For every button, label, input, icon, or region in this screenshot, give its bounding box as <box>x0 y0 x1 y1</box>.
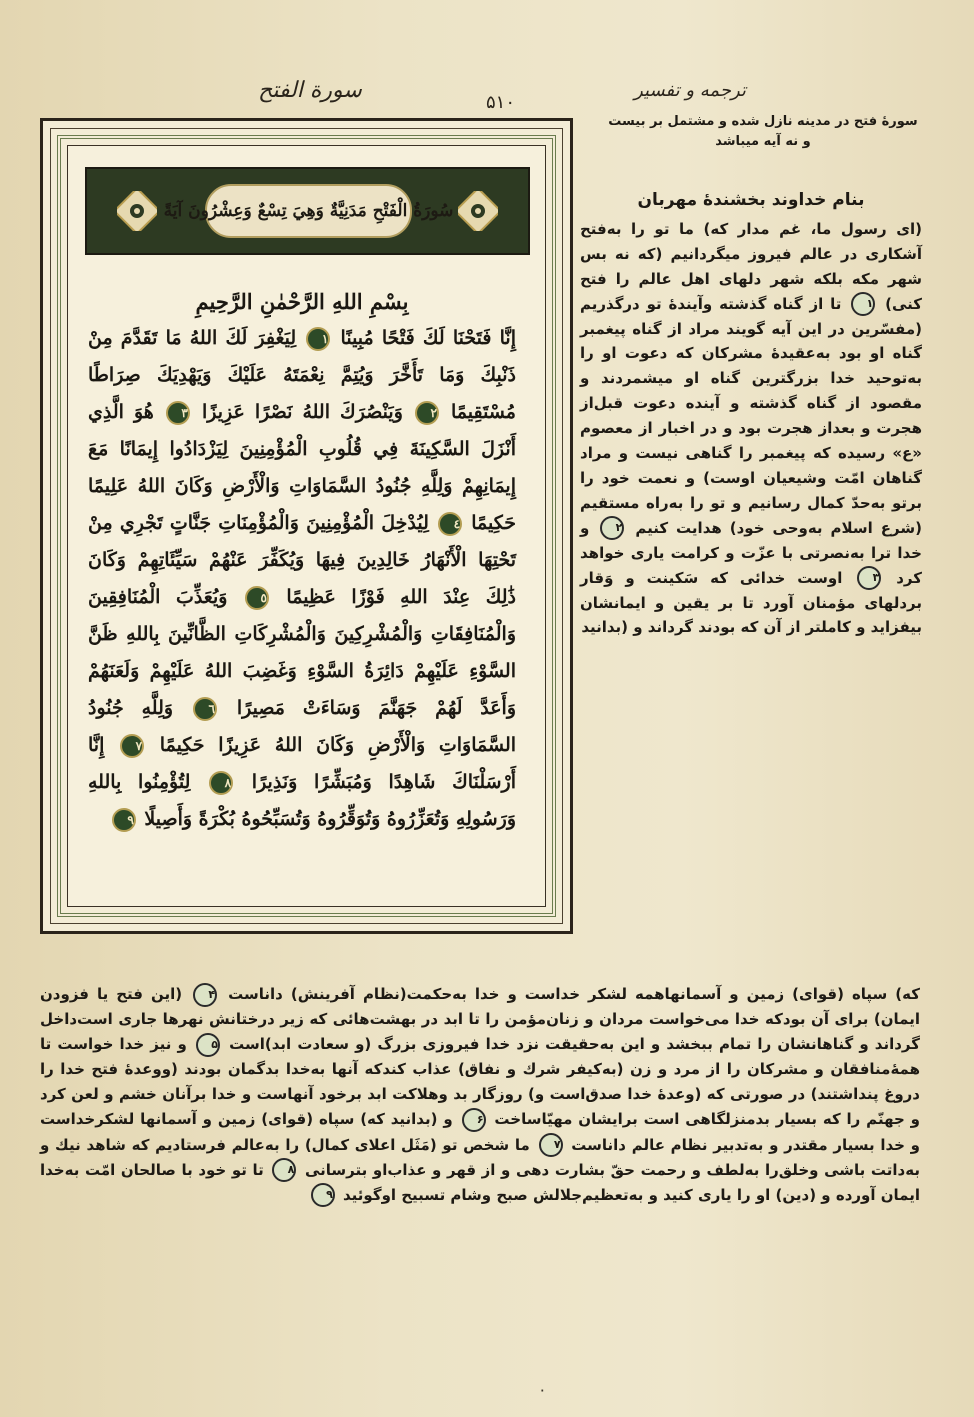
verse-marker: ٩ <box>112 808 136 832</box>
verse-number-badge: ۵ <box>196 1033 220 1057</box>
translation-column <box>580 188 922 640</box>
translation-bismillah: بنام خداوند بخشندهٔ مهربان <box>637 190 865 210</box>
verse-marker: ٤ <box>438 512 462 536</box>
verse-number-badge: ۹ <box>311 1183 335 1207</box>
verse-number-badge: ۲ <box>600 516 624 540</box>
page-footer-mark: ۰ <box>538 1380 547 1399</box>
verse-marker: ٦ <box>193 697 217 721</box>
verse-text: وَيُعَذِّبَ الْمُنَافِقِينَ وَالْمُنَافِقَاتِ وَالْمُشْرِكِينَ وَالْمُشْرِكَاتِ الظَّانِّينَ بِاللهِ ظَنَّ السَّوْءِ عَلَيْهِمْ دَائِرَةُ السَّوْءِ وَغَضِبَ اللهُ عَلَيْهِمْ وَلَعَنَهُمْ وَأَعَدَّ لَهُمْ جَهَنَّمَ وَسَاءَتْ مَصِيرًا <box>88 586 516 719</box>
verse-text: وَلِلَّهِ جُنُودُ السَّمَاوَاتِ وَالْأَرْضِ وَكَانَ اللهُ عَزِيزًا حَكِيمًا <box>88 697 517 756</box>
translation-text: که) سپاه (قوای) زمین و آسمانها‌همه لشکر خداست و خدا به‌حکمت(نظام آفرینش) داناست <box>228 985 920 1003</box>
translation-text: و خدا ترا به‌نصرتی با عزّت و کرامت یاری خواهد کرد <box>580 518 922 587</box>
verse-text: إِنَّا أَرْسَلْنَاكَ شَاهِدًا وَمُبَشِّرًا وَنَذِيرًا <box>88 734 516 793</box>
verse-number-badge: ۳ <box>857 566 881 590</box>
surah-intro-note: سورهٔ فتح در مدینه نازل شده و مشتمل بر بیست و نه آیه میباشد <box>608 114 918 149</box>
surah-title: سُورَةُ الْفَتْحِ مَدَنِيَّةٌ وَهِيَ تِسْعٌ وَعِشْرُونَ آيَةً <box>163 201 454 221</box>
verse-marker: ٥ <box>245 586 269 610</box>
verse-number-badge: ۱ <box>851 292 875 316</box>
translation-text: ما شخص تو (مَثَل اعلای کمال) را به‌عالم فرستادیم که شاهد نیك و به‌داتت باشی وخلق‌را به‌لطف و رحمت حقّ بشارت دهی و از قهر و عذاب‌او بترسانی <box>40 1135 920 1179</box>
verse-number-badge: ۴ <box>193 983 217 1007</box>
rosette-ornament-icon <box>117 191 157 231</box>
verse-marker: ٧ <box>120 734 144 758</box>
running-head-surah: سورة الفتح <box>258 78 362 103</box>
surah-title-cartouche <box>163 184 454 238</box>
translation-text: اوست خدائی که سَکینت و وَقار بردلهای مؤمنان آورد تا بر یقین و ایمانشان بیفزاید و کاملتر از آن که بودند گرداند و (بدانید <box>580 568 922 637</box>
page-number: ۵۱۰ <box>486 92 516 113</box>
verse-number-badge: ۸ <box>272 1158 296 1182</box>
surah-title-banner <box>85 167 530 255</box>
quran-text <box>88 283 516 838</box>
verse-number-badge: ۶ <box>462 1108 486 1132</box>
translation-text: و نیز خدا خواست تا همهٔ‌منافقان و مشرکان را از مرد و زن (به‌کیفر شرك و نفاق) عذاب کندکه آنها به‌خدا بدگمان بودند (ووعدهٔ فتح خدا را دروغ پنداشتند) در صورتی که (وعدهٔ خدا صدق‌است و) روزگار بد وهلاکت ابد برخود آنهاست و خدا برآنان خشم و لعن کرد و جهنّم را که بسیار بدمنزلگاهی است برایشان مهیّا‌ساخت <box>40 1035 920 1129</box>
verse-text: وَيَنْصُرَكَ اللهُ نَصْرًا عَزِيزًا <box>201 401 403 423</box>
verse-marker: ٨ <box>209 771 233 795</box>
translation-full-width <box>40 982 920 1208</box>
translation-text: تا تو خود با صالحان امّت به‌خدا ایمان آورده و (دین) او را یاری کنید و به‌تعظیم‌جلالش صبح وشام تسبیح اوگوئید <box>40 1160 920 1204</box>
verse-marker: ١ <box>306 327 330 351</box>
translation-text: (ای رسول ما، غم مدار که) ما تو را به‌فتح آشکاری در عالم فیروز میگردانیم (که نه بس شهر مکه بلکه شهر دلهای اهل عالم را فتح کنی) <box>580 219 922 313</box>
translation-text: (این فتح یا فزودن ایمان) برای آن بودکه خدا می‌خواست مردان و زنان‌مؤمن را تا ابد در بهشت‌هائی که زیر درختانش نهرها جاری است‌داخل گرداند و گناهانشان را تمام ببخشد و این به‌حقیقت نزد خدا فیروزی بزرگ (و سعادت ابد)است <box>40 985 920 1054</box>
running-head-book: ترجمه و تفسیر <box>634 80 746 101</box>
verse-text: هُوَ الَّذِي أَنْزَلَ السَّكِينَةَ فِي قُلُوبِ الْمُؤْمِنِينَ لِيَزْدَادُوا إِيمَانًا مَعَ إِيمَانِهِمْ وَلِلَّهِ جُنُودُ السَّمَاوَاتِ وَالْأَرْضِ وَكَانَ اللهُ عَلِيمًا حَكِيمًا <box>88 401 516 534</box>
verse-text: لِتُؤْمِنُوا بِاللهِ وَرَسُولِهِ وَتُعَزِّرُوهُ وَتُوَقِّرُوهُ وَتُسَبِّحُوهُ بُكْرَةً وَأَصِيلًا <box>88 771 516 830</box>
verse-text: لِيَغْفِرَ لَكَ اللهُ مَا تَقَدَّمَ مِنْ ذَنْبِكَ وَمَا تَأَخَّرَ وَيُتِمَّ نِعْمَتَهُ عَلَيْكَ وَيَهْدِيَكَ صِرَاطًا مُسْتَقِيمًا <box>88 327 516 423</box>
verse-number-badge: ۷ <box>539 1133 563 1157</box>
verse-marker: ٣ <box>166 401 190 425</box>
translation-text: و (بدانید که) سپاه (قوای) زمین و آسمانها لشکرخداست و خدا بسیار مقتدر و به‌تدبیر نظام عالم داناست <box>40 1110 920 1154</box>
translation-text: تا از گناه گذشته وآیندهٔ تو درگذریم (مفسّرین در این آیه گویند مراد از گناه پیغمبر گناه او بود به‌عقیدهٔ مشرکان که دعوت او را به‌توحید خدا بزرگترین گناه او میشمردند و مقصود از گناه گذشته و آینده دعوت قبل‌از هجرت و بعداز هجرت بود و در اخبار از معصوم «ع» رسیده که پیغمبر را گناهی نیست و مراد گناهان امّت وشیعیان اوست) و نعمت خود را برتو به‌حدّ کمال رسانیم و تو را به‌راه مستقیم (شرع اسلام به‌وحی خود) هدایت کنیم <box>580 294 922 537</box>
verse-marker: ٢ <box>415 401 439 425</box>
basmala: بِسْمِ اللهِ الرَّحْمٰنِ الرَّحِيمِ <box>195 289 409 314</box>
verse-text: لِيُدْخِلَ الْمُؤْمِنِينَ وَالْمُؤْمِنَاتِ جَنَّاتٍ تَجْرِي مِنْ تَحْتِهَا الْأَنْهَارُ خَالِدِينَ فِيهَا وَيُكَفِّرَ عَنْهُمْ سَيِّئَاتِهِمْ وَكَانَ ذَٰلِكَ عِنْدَ اللهِ فَوْزًا عَظِيمًا <box>88 512 516 608</box>
verse-text: إِنَّا فَتَحْنَا لَكَ فَتْحًا مُبِينًا <box>340 327 516 349</box>
rosette-ornament-icon <box>458 191 498 231</box>
